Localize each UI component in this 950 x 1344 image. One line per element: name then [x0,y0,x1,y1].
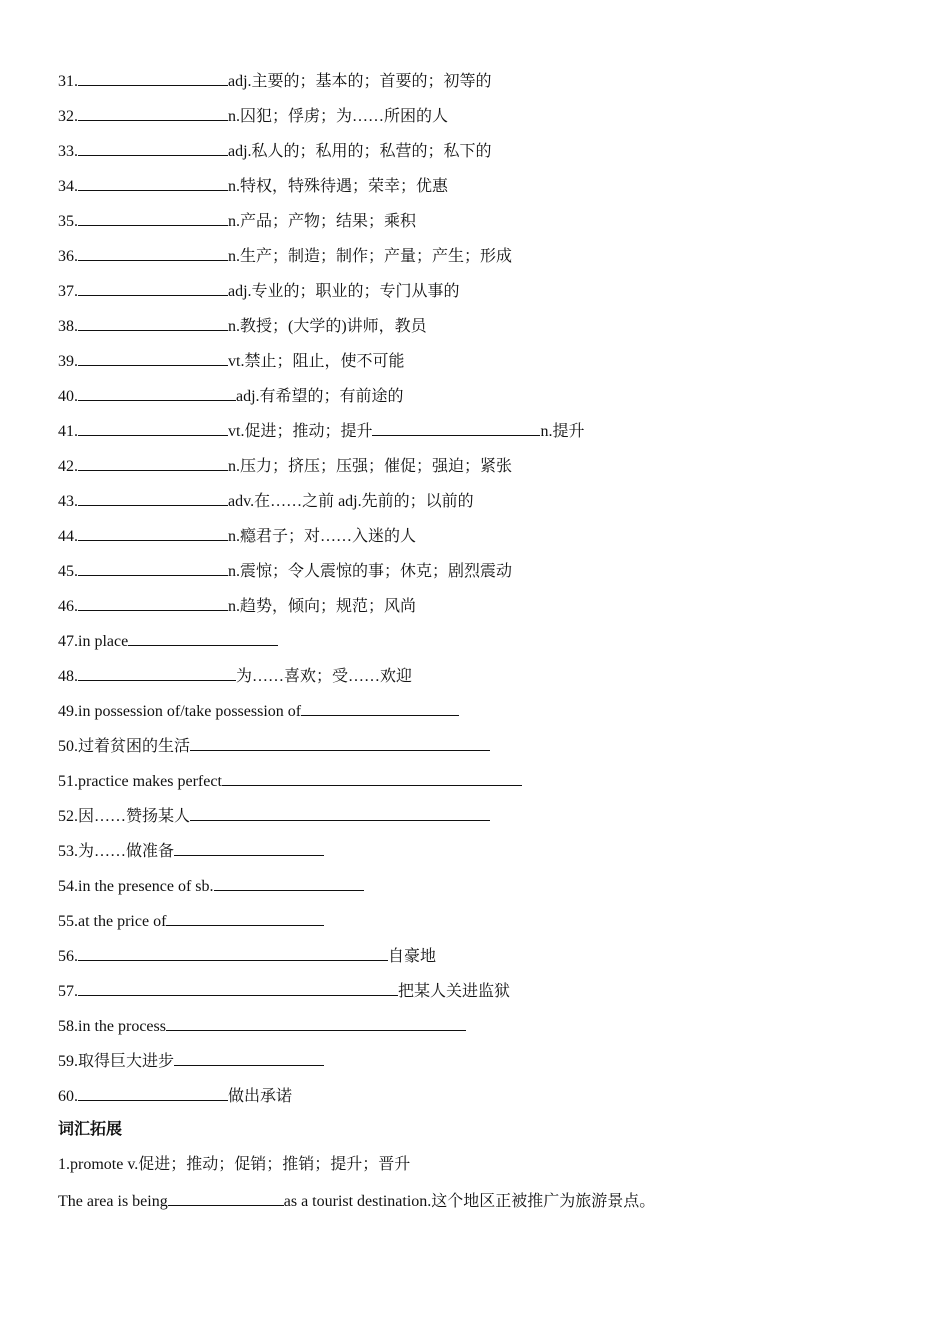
answer-blank[interactable] [78,68,228,86]
list-item-34 [58,173,918,208]
item-phrase: 52.因……赞扬某人 [58,808,191,825]
list-item-39 [58,348,918,383]
item-number: 33. [58,143,78,160]
list-item-38 [58,313,918,348]
answer-blank[interactable] [166,1013,466,1031]
answer-blank[interactable] [78,663,236,681]
list-item-52 [58,803,918,838]
item-definition: n.特权，特殊待遇；荣幸；优惠 [228,178,449,195]
item-number: 43. [58,493,78,510]
answer-blank-second[interactable] [372,418,540,436]
item-phrase: 51.practice makes perfect [58,773,222,790]
item-number: 45. [58,563,78,580]
item-definition: adj.主要的；基本的；首要的；初等的 [228,73,492,90]
answer-blank[interactable] [128,628,278,646]
list-item-59 [58,1048,918,1083]
item-phrase: 49.in possession of/take possession of [58,703,302,720]
list-item-60 [58,1083,918,1118]
item-phrase: 53.为……做准备 [58,843,175,860]
answer-blank[interactable] [78,348,228,366]
answer-blank[interactable] [78,978,398,996]
item-definition: n.趋势，倾向；规范；风尚 [228,598,417,615]
item-phrase: 58.in the process [58,1018,166,1035]
answer-blank[interactable] [174,838,324,856]
vocabulary-list [58,68,918,1223]
list-item-42 [58,453,918,488]
item-number: 35. [58,213,78,230]
answer-blank[interactable] [78,523,228,541]
list-item-37 [58,278,918,313]
answer-blank[interactable] [78,383,236,401]
item-definition: n.产品；产物；结果；乘积 [228,213,417,230]
item-definition: 自豪地 [388,948,437,965]
list-item-50 [58,733,918,768]
item-definition: adv.在……之前 adj.先前的；以前的 [228,493,474,510]
example-sentence [58,1188,918,1223]
list-item-46 [58,593,918,628]
answer-blank[interactable] [78,488,228,506]
list-item-40 [58,383,918,418]
list-item-32 [58,103,918,138]
list-item-41 [58,418,918,453]
item-definition: 做出承诺 [228,1088,293,1105]
item-phrase: 54.in the presence of sb. [58,878,214,895]
item-definition: vt.促进；推动；提升 [228,423,373,440]
list-item-54 [58,873,918,908]
answer-blank[interactable] [222,768,522,786]
answer-blank[interactable] [78,943,388,961]
item-definition: adj.专业的；职业的；专门从事的 [228,283,460,300]
example-text-after: as a tourist destination.这个地区正被推广为旅游景点。 [283,1193,656,1210]
answer-blank[interactable] [168,1188,284,1206]
item-definition-second: n.提升 [540,423,585,440]
item-definition: 把某人关进监狱 [398,983,511,1000]
answer-blank[interactable] [78,208,228,226]
item-number: 38. [58,318,78,335]
section-heading: 词汇拓展 [58,1121,123,1138]
item-definition: n.震惊；令人震惊的事；休克；剧烈震动 [228,563,513,580]
item-number: 39. [58,353,78,370]
answer-blank[interactable] [78,138,228,156]
list-item-35 [58,208,918,243]
item-definition: n.囚犯；俘虏；为……所困的人 [228,108,449,125]
item-definition: n.瘾君子；对……入迷的人 [228,528,417,545]
item-definition: adj.私人的；私用的；私营的；私下的 [228,143,492,160]
answer-blank[interactable] [78,1083,228,1101]
item-number: 48. [58,668,78,685]
vocab-entry: 1.promote v.促进；推动；促销；推销；提升；晋升 [58,1156,411,1173]
item-number: 34. [58,178,78,195]
list-item-49 [58,698,918,733]
item-phrase: 50.过着贫困的生活 [58,738,191,755]
list-item-36 [58,243,918,278]
item-definition: 为……喜欢；受……欢迎 [236,668,413,685]
list-item-43 [58,488,918,523]
item-number: 57. [58,983,78,1000]
answer-blank[interactable] [78,593,228,611]
list-item-31 [58,68,918,103]
item-number: 41. [58,423,78,440]
item-number: 46. [58,598,78,615]
answer-blank[interactable] [214,873,364,891]
item-number: 40. [58,388,78,405]
answer-blank[interactable] [78,243,228,261]
list-item-33 [58,138,918,173]
item-number: 37. [58,283,78,300]
answer-blank[interactable] [301,698,459,716]
answer-blank[interactable] [78,418,228,436]
list-item-58 [58,1013,918,1048]
answer-blank[interactable] [78,313,228,331]
list-item-53 [58,838,918,873]
item-number: 32. [58,108,78,125]
item-number: 31. [58,73,78,90]
example-text-before: The area is being [58,1193,168,1210]
list-item-55 [58,908,918,943]
answer-blank[interactable] [78,558,228,576]
answer-blank[interactable] [166,908,324,926]
answer-blank[interactable] [78,173,228,191]
item-number: 60. [58,1088,78,1105]
list-item-48 [58,663,918,698]
list-item-56 [58,943,918,978]
item-definition: vt.禁止；阻止，使不可能 [228,353,405,370]
item-phrase: 47.in place [58,633,129,650]
item-number: 44. [58,528,78,545]
item-definition: adj.有希望的；有前途的 [236,388,404,405]
item-phrase: 55.at the price of [58,913,167,930]
item-phrase: 59.取得巨大进步 [58,1053,175,1070]
item-number: 42. [58,458,78,475]
answer-blank[interactable] [78,278,228,296]
answer-blank[interactable] [78,103,228,121]
answer-blank[interactable] [174,1048,324,1066]
list-item-44 [58,523,918,558]
item-number: 56. [58,948,78,965]
answer-blank[interactable] [78,453,228,471]
item-definition: n.教授；(大学的)讲师，教员 [228,318,427,335]
item-definition: n.生产；制造；制作；产量；产生；形成 [228,248,513,265]
item-definition: n.压力；挤压；压强；催促；强迫；紧张 [228,458,513,475]
item-number: 36. [58,248,78,265]
list-item-45 [58,558,918,593]
answer-blank[interactable] [190,733,490,751]
list-item-51 [58,768,918,803]
list-item-57 [58,978,918,1013]
list-item-47 [58,628,918,663]
answer-blank[interactable] [190,803,490,821]
